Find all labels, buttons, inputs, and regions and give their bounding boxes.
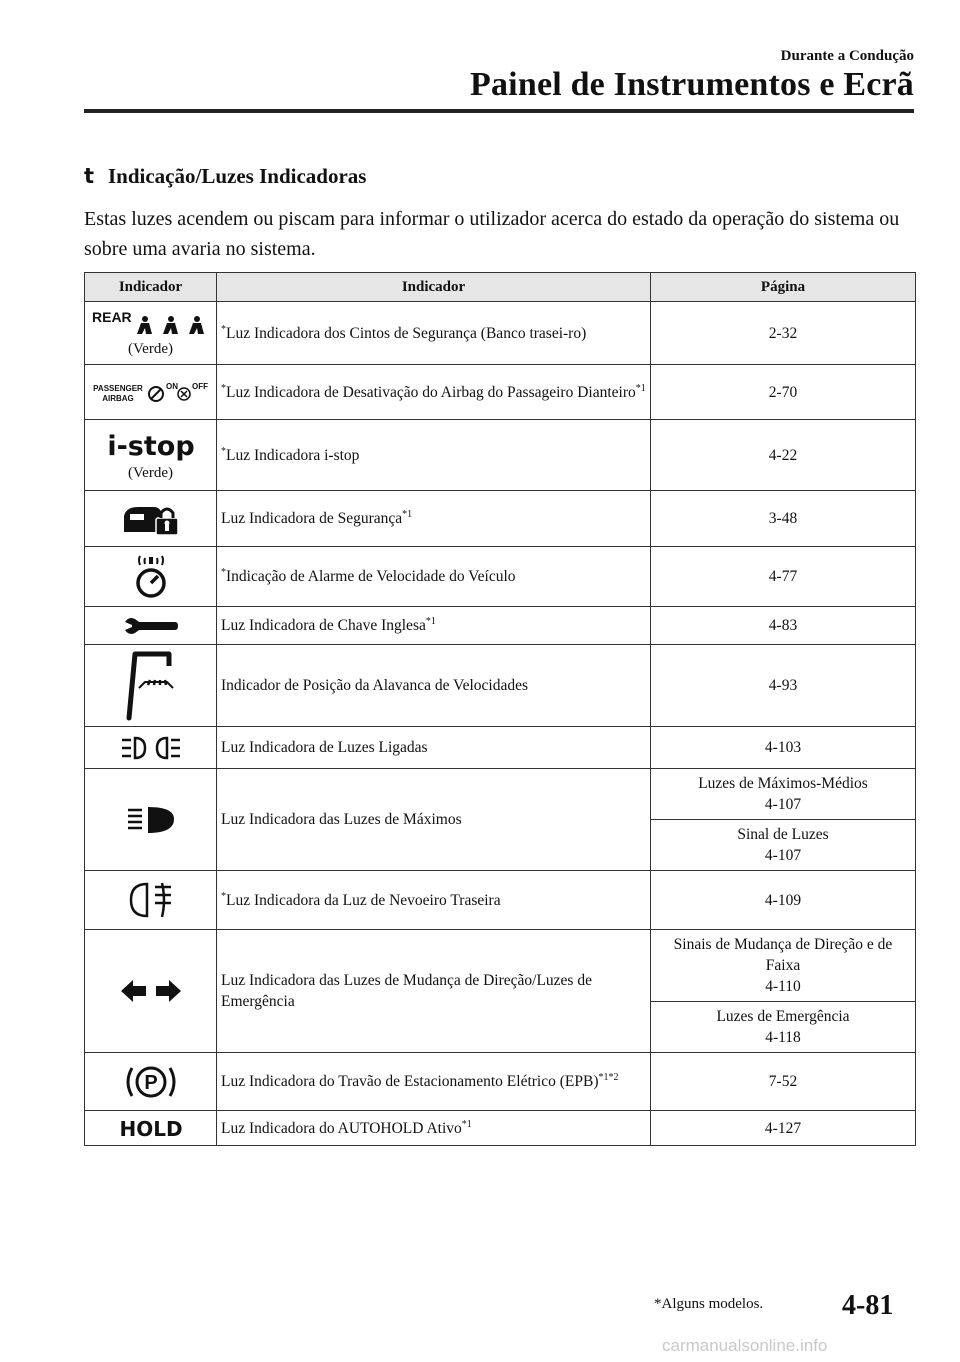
table-row	[85, 420, 916, 491]
indicator-description	[217, 302, 651, 365]
svg-text:REAR: REAR	[91, 308, 132, 325]
section-name: Durante a Condução	[780, 48, 914, 64]
page-reference	[651, 820, 916, 871]
parking-brake-icon	[120, 1060, 182, 1104]
page-topic: Luzes de Máximos-Médios	[698, 775, 868, 792]
speed-alarm-icon	[126, 555, 176, 599]
page-title: Painel de Instrumentos e Ecrã	[470, 66, 914, 103]
page-reference	[651, 769, 916, 820]
indicator-description	[217, 645, 651, 727]
page-reference: 2-32	[651, 302, 916, 365]
table-row	[85, 607, 916, 645]
indicator-description	[217, 1111, 651, 1146]
indicator-description	[217, 727, 651, 769]
indicator-text: Luz Indicadora dos Cintos de Segurança (Banco trasei-ro)	[226, 324, 587, 342]
page-reference: 3-48	[651, 491, 916, 547]
footnote-marker: *1	[402, 509, 413, 520]
page-reference: 4-83	[651, 607, 916, 645]
icon-cell	[85, 769, 217, 871]
svg-text:HOLD: HOLD	[118, 1117, 183, 1141]
page-reference: 4-93	[651, 645, 916, 727]
footnote: *Alguns modelos.	[654, 1296, 764, 1312]
indicator-description	[217, 769, 651, 871]
footnote-marker: *1	[635, 382, 646, 394]
table-row	[85, 1053, 916, 1111]
indicator-text: Luz Indicadora das Luzes de Máximos	[221, 811, 462, 828]
indicator-description	[217, 491, 651, 547]
page-reference	[651, 1002, 916, 1053]
lights-on-icon	[120, 735, 182, 761]
header-divider	[84, 109, 914, 113]
page-reference: 4-22	[651, 420, 916, 491]
icon-cell	[85, 1053, 217, 1111]
indicator-text: Luz Indicadora do AUTOHOLD Ativo	[221, 1119, 462, 1137]
footnote-marker: *1*2	[598, 1072, 619, 1083]
page-number: 4-81	[842, 1290, 894, 1321]
icon-cell	[85, 727, 217, 769]
availability-asterisk: *	[221, 382, 226, 394]
table-row	[85, 365, 916, 420]
security-lock-icon	[120, 502, 182, 536]
svg-text:P: P	[143, 1071, 158, 1094]
page-reference: 4-127	[651, 1111, 916, 1146]
high-beam-icon	[124, 804, 178, 836]
section-heading	[84, 164, 366, 189]
column-header-page: Página	[651, 273, 916, 302]
indicator-text: Indicação de Alarme de Velocidade do Veículo	[226, 568, 516, 585]
icon-cell	[85, 645, 217, 727]
indicator-table	[84, 272, 916, 1146]
watermark: carmanualsonline.info	[662, 1336, 828, 1355]
indicator-description	[217, 930, 651, 1053]
icon-cell	[85, 930, 217, 1053]
indicator-description	[217, 871, 651, 930]
svg-text:AIRBAG: AIRBAG	[101, 394, 134, 403]
page-topic: Sinais de Mudança de Direção e de Faixa	[673, 936, 893, 974]
table-row	[85, 491, 916, 547]
i-stop-icon	[106, 427, 195, 462]
icon-cell	[85, 491, 217, 547]
indicator-text: Luz Indicadora de Chave Inglesa	[221, 617, 426, 634]
page-reference: 4-103	[651, 727, 916, 769]
indicator-text: Luz Indicadora de Desativação do Airbag do Passageiro Dianteiro	[226, 383, 636, 401]
table-row	[85, 727, 916, 769]
column-header-icon: Indicador	[85, 273, 217, 302]
availability-asterisk: *	[221, 567, 226, 578]
availability-asterisk: *	[221, 445, 226, 457]
wrench-icon	[123, 614, 179, 638]
page-reference	[651, 930, 916, 1002]
table-row	[85, 302, 916, 365]
table-row	[85, 871, 916, 930]
table-row	[85, 1111, 916, 1146]
table-row	[85, 645, 916, 727]
svg-text:ON: ON	[165, 382, 178, 391]
indicator-text: Luz Indicadora das Luzes de Mudança de Direção/Luzes de Emergência	[221, 972, 592, 1010]
icon-cell	[85, 420, 217, 491]
availability-asterisk: *	[221, 890, 226, 902]
passenger-airbag-icon	[90, 377, 212, 407]
icon-cell	[85, 607, 217, 645]
icon-cell	[85, 302, 217, 365]
table-row	[85, 769, 916, 820]
gear-position-icon	[123, 650, 179, 722]
svg-text:OFF: OFF	[191, 382, 208, 391]
footnote-marker: *1	[461, 1118, 472, 1130]
indicator-description	[217, 547, 651, 607]
page-topic: Luzes de Emergência	[716, 1008, 850, 1025]
table-row	[85, 547, 916, 607]
turn-signal-icon	[119, 978, 183, 1004]
footnote-marker: *1	[425, 616, 436, 627]
page-reference: 4-109	[651, 871, 916, 930]
icon-cell	[85, 547, 217, 607]
indicator-text: Indicador de Posição da Alavanca de Velocidades	[221, 677, 529, 694]
autohold-icon	[118, 1116, 184, 1140]
page-number-ref: 4-110	[765, 978, 801, 995]
table-header-row	[85, 273, 916, 302]
indicator-description	[217, 365, 651, 420]
svg-text:i-stop: i-stop	[106, 430, 195, 462]
rear-fog-icon	[125, 881, 177, 919]
availability-asterisk: *	[221, 323, 226, 335]
indicator-description	[217, 420, 651, 491]
indicator-description	[217, 1053, 651, 1111]
indicator-description	[217, 607, 651, 645]
page-number-ref: 4-107	[764, 847, 802, 864]
indicator-text: Luz Indicadora de Luzes Ligadas	[221, 739, 428, 756]
page-topic: Sinal de Luzes	[737, 826, 829, 843]
icon-color-note: (Verde)	[128, 340, 173, 357]
heading-text: Indicação/Luzes Indicadoras	[108, 164, 367, 188]
svg-text:PASSENGER: PASSENGER	[92, 384, 143, 393]
icon-cell	[85, 871, 217, 930]
heading-bullet: t	[84, 164, 95, 188]
icon-cell	[85, 1111, 217, 1146]
indicator-text: Luz Indicadora da Luz de Nevoeiro Traseira	[226, 891, 501, 909]
page-reference: 7-52	[651, 1053, 916, 1111]
indicator-text: Luz Indicadora do Travão de Estacionamento Elétrico (EPB)	[221, 1073, 599, 1090]
page-number-ref: 4-107	[764, 796, 802, 813]
icon-cell	[85, 365, 217, 420]
column-header-indicator: Indicador	[217, 273, 651, 302]
indicator-text: Luz Indicadora i-stop	[226, 446, 360, 464]
page-number-ref: 4-118	[765, 1029, 801, 1046]
page-reference: 4-77	[651, 547, 916, 607]
page-reference: 2-70	[651, 365, 916, 420]
table-row	[85, 930, 916, 1002]
rear-seatbelt-icon	[90, 307, 212, 337]
indicator-text: Luz Indicadora de Segurança	[221, 510, 403, 527]
intro-paragraph: Estas luzes acendem ou piscam para informar o utilizador acerca do estado da operação do sistema ou sobre uma avaria no sistema.	[84, 208, 900, 260]
icon-color-note: (Verde)	[128, 464, 173, 481]
